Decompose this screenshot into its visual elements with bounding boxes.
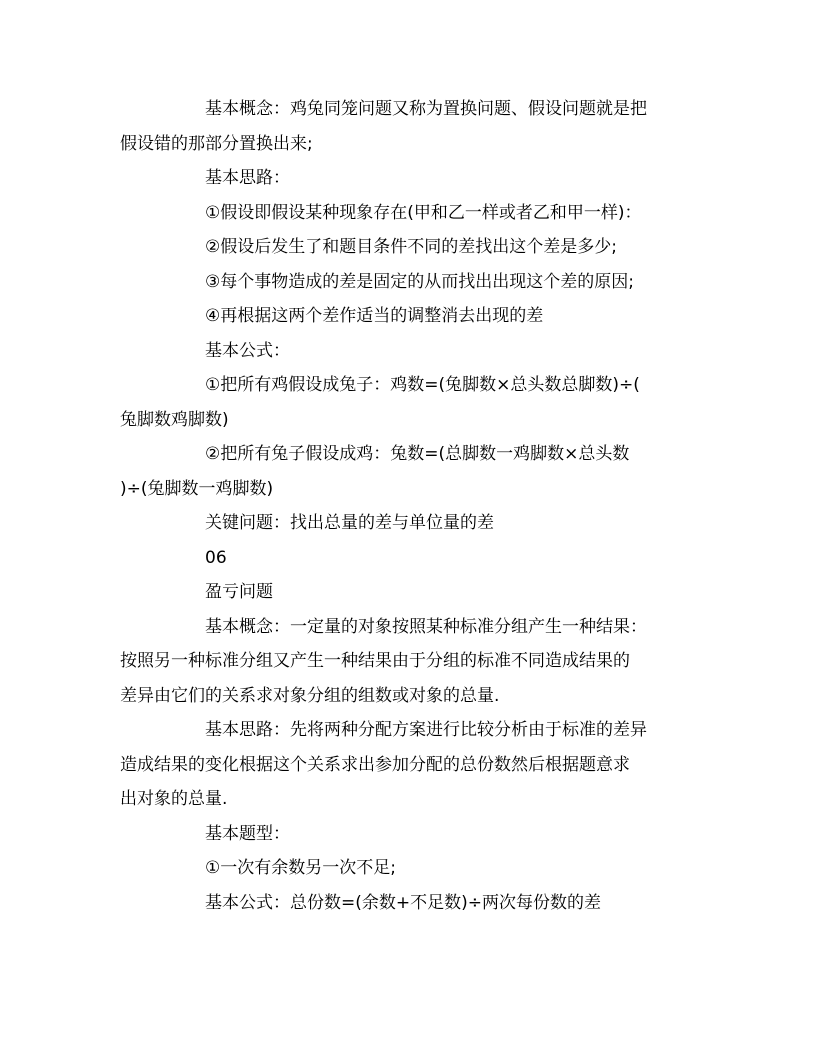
formula-2-line-2: )÷(兔脚数一鸡脚数)	[120, 478, 274, 499]
formula-1-line-1: ①把所有鸡假设成兔子：鸡数=(兔脚数×总头数总脚数)÷(	[205, 375, 640, 395]
heading-basic-approach: 基本思路：	[205, 168, 290, 188]
list-item-type-1: ①一次有余数另一次不足;	[205, 858, 396, 878]
paragraph-profit-concept-line-1: 基本概念：一定量的对象按照某种标准分组产生一种结果：	[205, 616, 647, 637]
paragraph-profit-concept-line-3: 差异由它们的关系求对象分组的组数或对象的总量.	[120, 685, 500, 706]
formula-1-line-2: 兔脚数鸡脚数)	[120, 409, 229, 430]
paragraph-concept-line-1: 基本概念：鸡兔同笼问题又称为置换问题、假设问题就是把	[205, 99, 647, 119]
heading-basic-types: 基本题型：	[205, 823, 290, 844]
list-item-approach-2: ②假设后发生了和题目条件不同的差找出这个差是多少;	[205, 237, 617, 257]
paragraph-profit-approach-line-2: 造成结果的变化根据这个关系求出参加分配的总份数然后根据题意求	[120, 754, 630, 775]
section-number: 06	[205, 547, 227, 568]
formula-profit: 基本公式：总份数=(余数+不足数)÷两次每份数的差	[205, 892, 601, 913]
document-body	[120, 92, 700, 920]
formula-2-line-1: ②把所有兔子假设成鸡：兔数=(总脚数一鸡脚数×总头数	[205, 444, 630, 464]
list-item-approach-1: ①假设即假设某种现象存在(甲和乙一样或者乙和甲一样)：	[205, 202, 642, 223]
paragraph-profit-approach-line-1: 基本思路：先将两种分配方案进行比较分析由于标准的差异	[205, 720, 647, 740]
heading-basic-formula: 基本公式：	[205, 340, 290, 361]
list-item-approach-4: ④再根据这两个差作适当的调整消去出现的差	[205, 306, 544, 326]
key-problem: 关键问题：找出总量的差与单位量的差	[205, 513, 494, 533]
paragraph-profit-approach-line-3: 出对象的总量.	[120, 789, 228, 809]
paragraph-profit-concept-line-2: 按照另一种标准分组又产生一种结果由于分组的标准不同造成结果的	[120, 651, 630, 671]
list-item-approach-3: ③每个事物造成的差是固定的从而找出出现这个差的原因;	[205, 271, 634, 292]
section-title: 盈亏问题	[205, 582, 273, 602]
paragraph-concept-line-2: 假设错的那部分置换出来;	[120, 133, 313, 154]
